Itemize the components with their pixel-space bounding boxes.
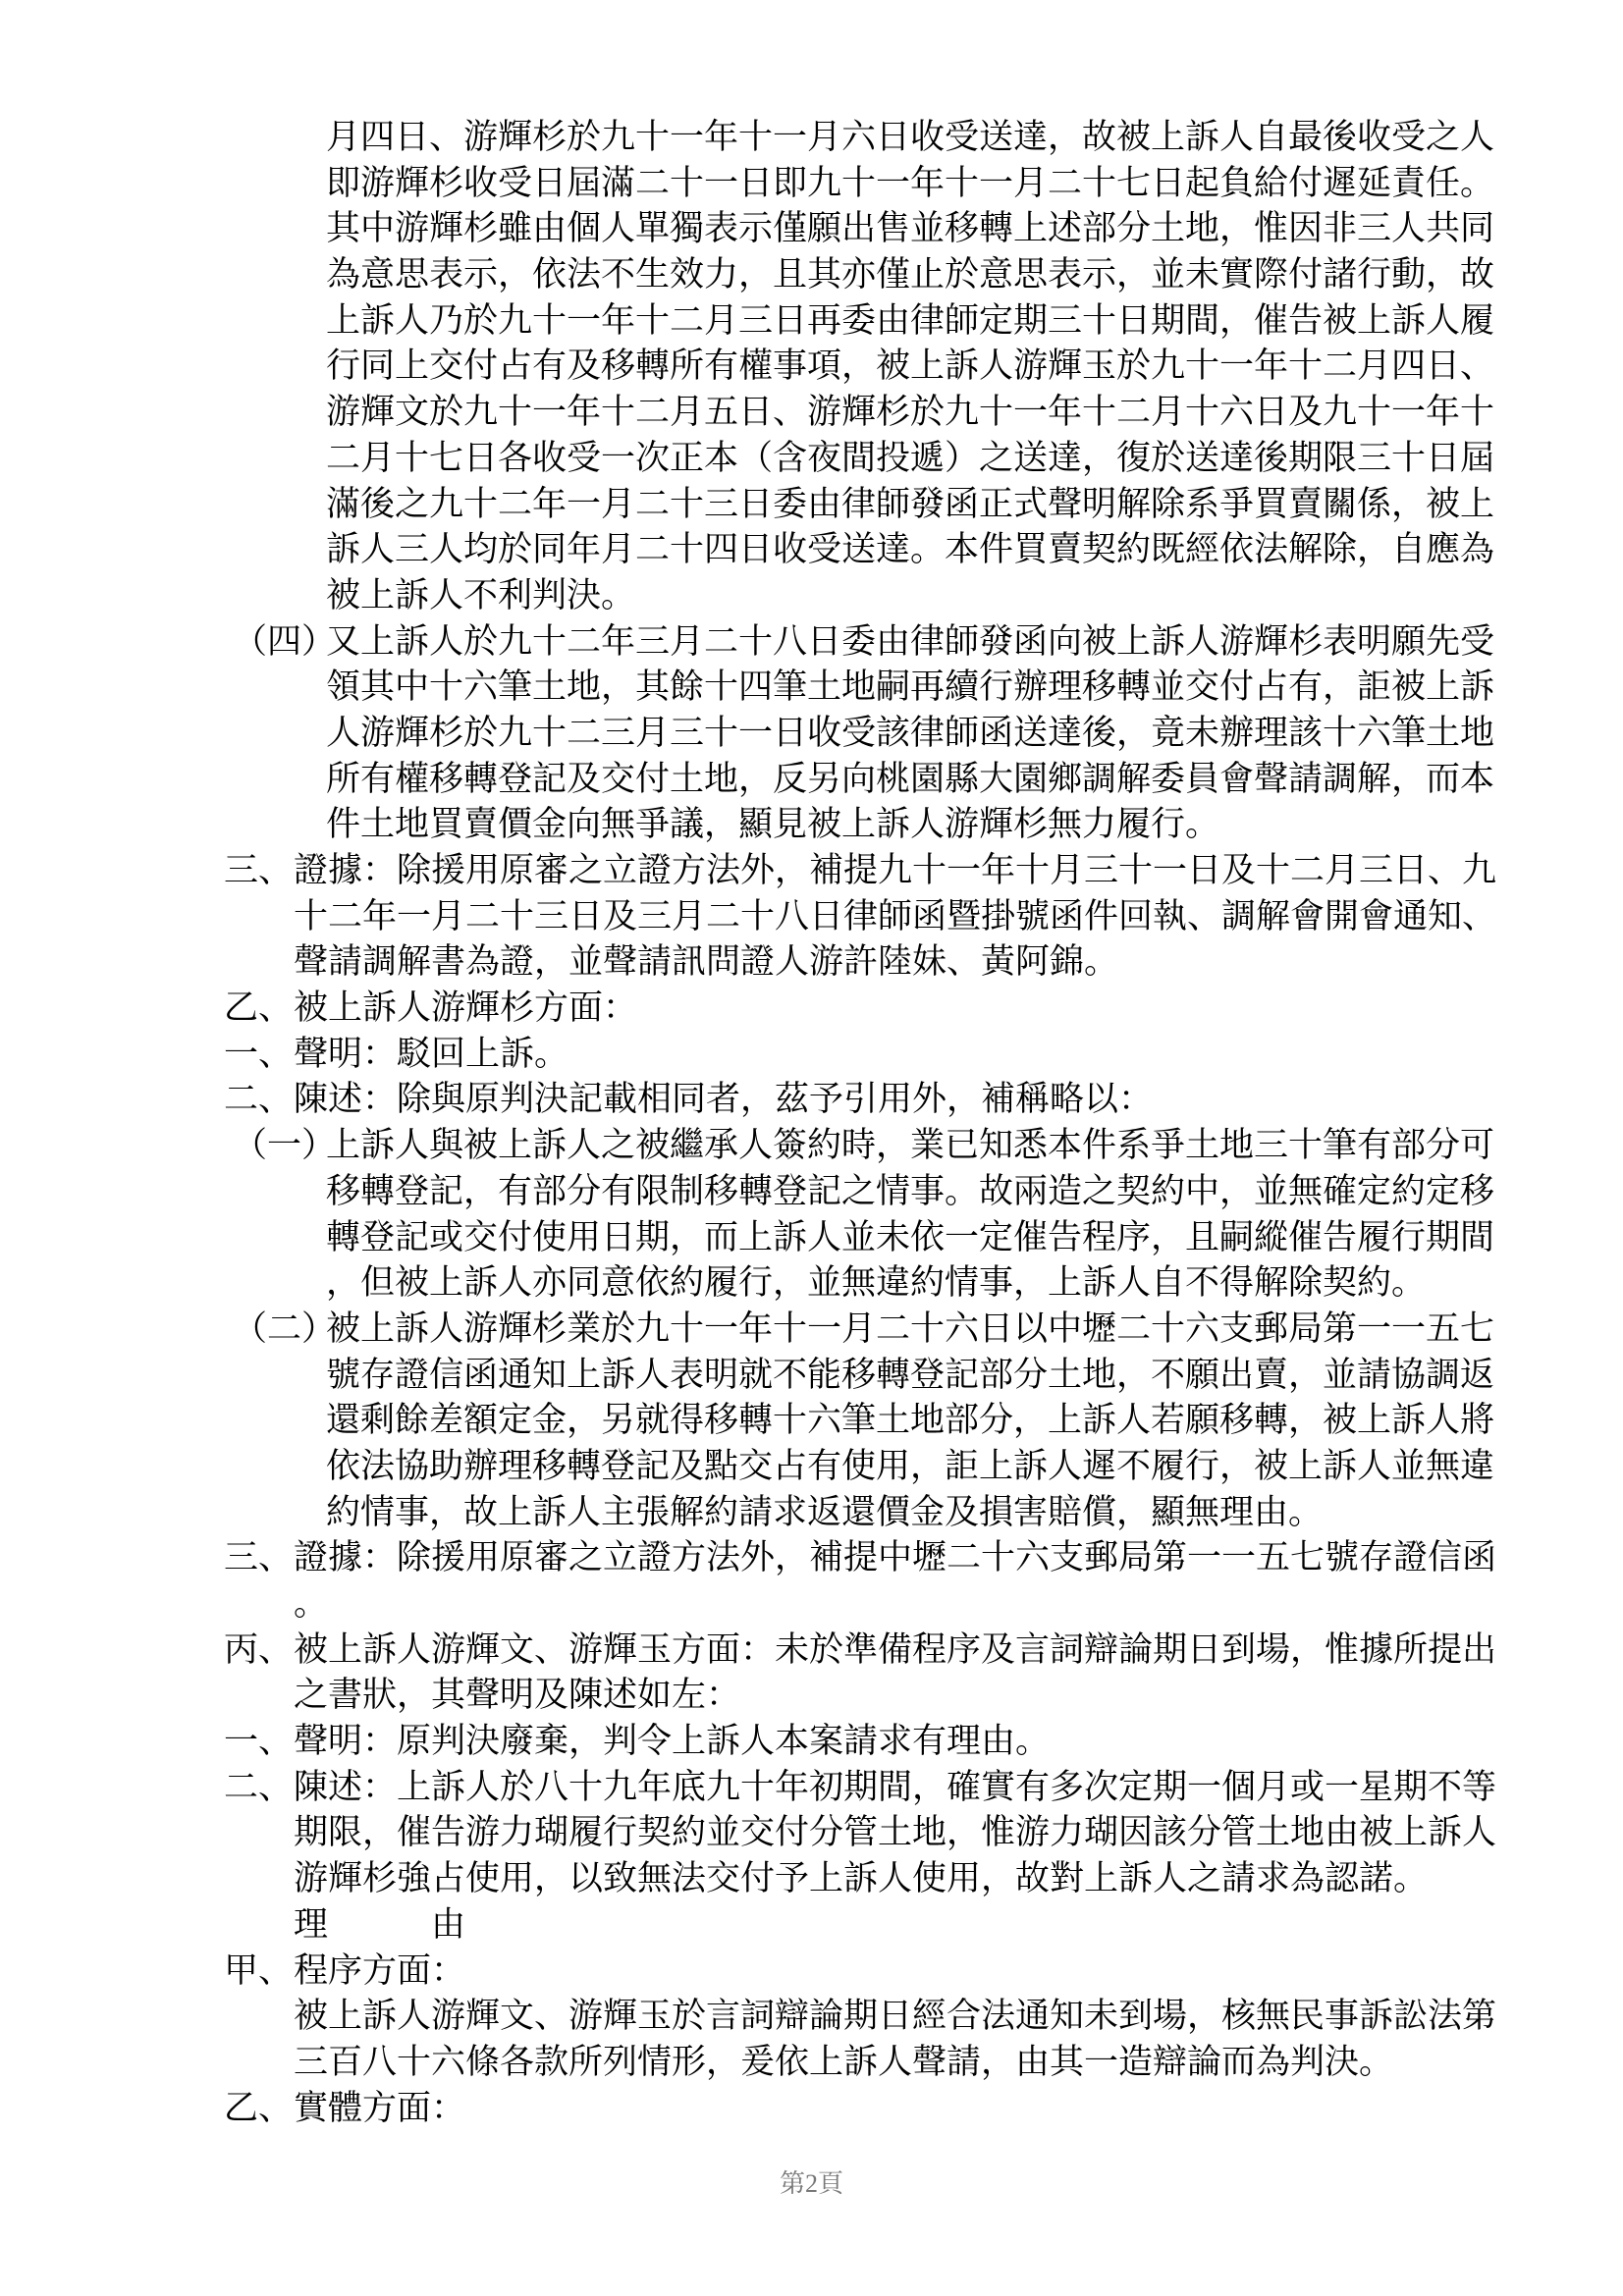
line-text: 陳述：上訴人於八十九年底九十年初期間，確實有多次定期一個月或一星期不等 <box>294 1767 1497 1807</box>
text-line <box>0 161 1623 207</box>
line-text: 所有權移轉登記及交付土地，反另向桃園縣大園鄉調解委員會聲請調解，而本 <box>326 759 1495 799</box>
line-text: 證據：除援用原審之立證方法外，補提中壢二十六支郵局第一一五七號存證信函 <box>294 1538 1497 1578</box>
line-text: 期限，催告游力瑚履行契約並交付分管土地，惟游力瑚因該分管土地由被上訴人 <box>294 1813 1497 1853</box>
item-marker: 三、 <box>224 1538 294 1578</box>
text-line <box>0 298 1623 345</box>
line-text: 轉登記或交付使用日期，而上訴人並未依一定催告程序，且嗣縱催告履行期間 <box>326 1217 1495 1257</box>
line-text: 滿後之九十二年一月二十三日委由律師發函正式聲明解除系爭買賣關係，被上 <box>326 484 1495 524</box>
text-line <box>0 802 1623 848</box>
text-line <box>0 894 1623 940</box>
line-text: 號存證信函通知上訴人表明就不能移轉登記部分土地，不願出賣，並請協調返 <box>326 1355 1495 1395</box>
item-marker: 一、 <box>224 1034 294 1074</box>
text-line <box>0 1169 1623 1215</box>
line-text: 游輝文於九十一年十二月五日、游輝杉於九十一年十二月十六日及九十一年十 <box>326 393 1495 433</box>
line-text: 又上訴人於九十二年三月二十八日委由律師發函向被上訴人游輝杉表明願先受 <box>326 621 1495 662</box>
line-text: 程序方面： <box>294 1950 466 1991</box>
item-marker: 乙、 <box>224 988 294 1029</box>
item-marker: （一） <box>233 1126 337 1166</box>
text-line <box>0 1949 1623 1995</box>
line-text: 二月十七日各收受一次正本（含夜間投遞）之送達，復於送達後期限三十日屆 <box>326 438 1495 478</box>
text-line <box>0 1215 1623 1261</box>
item-marker: 三、 <box>224 851 294 890</box>
line-text: 陳述：除與原判決記載相同者，茲予引用外，補稱略以： <box>294 1080 1154 1120</box>
text-line <box>0 1581 1623 1628</box>
section-heading <box>0 1902 1623 1949</box>
line-text: 十二年一月二十三日及三月二十八日律師函暨掛號函件回執、調解會開會通知、 <box>294 896 1497 936</box>
line-text: ，但被上訴人亦同意依約履行，並無違約情事，上訴人自不得解除契約。 <box>326 1263 1427 1304</box>
line-text: 。 <box>294 1584 329 1624</box>
text-line <box>0 482 1623 528</box>
line-text: 其中游輝杉雖由個人單獨表示僅願出售並移轉上述部分土地，惟因非三人共同 <box>326 209 1495 249</box>
line-text: 領其中十六筆土地，其餘十四筆土地嗣再續行辦理移轉並交付占有，詎被上訴 <box>326 667 1495 708</box>
item-marker: （四） <box>233 621 337 662</box>
line-text: 訴人三人均於同年月二十四日收受送達。本件買賣契約既經依法解除，自應為 <box>326 530 1495 570</box>
line-text: 被上訴人游輝杉業於九十一年十一月二十六日以中壢二十六支郵局第一一五七 <box>326 1308 1495 1349</box>
line-text: 聲請調解書為證，並聲請訊問證人游許陸妹、黃阿錦。 <box>294 942 1119 983</box>
text-line <box>0 1353 1623 1399</box>
text-line <box>0 1856 1623 1902</box>
text-line <box>0 252 1623 298</box>
line-text: 之書狀，其聲明及陳述如左： <box>294 1676 741 1716</box>
text-line <box>0 619 1623 666</box>
text-line <box>0 1444 1623 1490</box>
line-text: 上訴人與被上訴人之被繼承人簽約時，業已知悉本件系爭土地三十筆有部分可 <box>326 1126 1495 1166</box>
text-line <box>0 1490 1623 1536</box>
text-line <box>0 1260 1623 1307</box>
line-text: 還剩餘差額定金，另就得移轉十六筆土地部分，上訴人若願移轉，被上訴人將 <box>326 1401 1495 1441</box>
line-text: 依法協助辦理移轉登記及點交占有使用，詎上訴人遲不履行，被上訴人並無違 <box>326 1446 1495 1486</box>
line-text: 移轉登記，有部分有限制移轉登記之情事。故兩造之契約中，並無確定約定移 <box>326 1171 1495 1211</box>
text-line <box>0 848 1623 894</box>
line-text: 月四日、游輝杉於九十一年十一月六日收受送達，故被上訴人自最後收受之人 <box>326 118 1495 157</box>
line-text: 聲明：駁回上訴。 <box>294 1034 569 1074</box>
text-line <box>0 206 1623 252</box>
text-line <box>0 1398 1623 1444</box>
document-body <box>0 115 1623 2131</box>
line-text: 被上訴人游輝文、游輝玉方面：未於準備程序及言詞辯論期日到場，惟據所提出 <box>294 1629 1497 1670</box>
text-line <box>0 665 1623 711</box>
text-line <box>0 939 1623 986</box>
line-text: 證據：除援用原審之立證方法外，補提九十一年十月三十一日及十二月三日、九 <box>294 851 1497 890</box>
page-number: 第2頁 <box>779 2169 843 2198</box>
line-text: 實體方面： <box>294 2088 466 2128</box>
text-line <box>0 1765 1623 1811</box>
line-text: 上訴人乃於九十一年十二月三日再委由律師定期三十日期間，催告被上訴人履 <box>326 300 1495 341</box>
line-text: 被上訴人不利判決。 <box>326 575 636 615</box>
text-line <box>0 1123 1623 1169</box>
line-text: 約情事，故上訴人主張解約請求返還價金及損害賠償，顯無理由。 <box>326 1492 1324 1532</box>
item-marker: （二） <box>233 1308 337 1349</box>
text-line <box>0 1673 1623 1719</box>
item-marker: 丙、 <box>224 1629 294 1670</box>
line-text: 行同上交付占有及移轉所有權事項，被上訴人游輝玉於九十一年十二月四日、 <box>326 347 1495 387</box>
text-line <box>0 1032 1623 1078</box>
text-line <box>0 1810 1623 1856</box>
text-line <box>0 2086 1623 2132</box>
line-text: 人游輝杉於九十二三月三十一日收受該律師函送達後，竟未辦理該十六筆土地 <box>326 713 1495 753</box>
text-line <box>0 1994 1623 2040</box>
item-marker: 二、 <box>224 1080 294 1120</box>
text-line <box>0 711 1623 757</box>
line-text: 被上訴人游輝杉方面： <box>294 988 638 1029</box>
text-line <box>0 436 1623 482</box>
item-marker: 乙、 <box>224 2088 294 2128</box>
text-line <box>0 1077 1623 1123</box>
text-line <box>0 2040 1623 2086</box>
text-line <box>0 1719 1623 1765</box>
line-text: 件土地買賣價金向無爭議，顯見被上訴人游輝杉無力履行。 <box>326 805 1220 845</box>
text-line <box>0 344 1623 390</box>
text-line <box>0 1535 1623 1581</box>
text-line <box>0 1307 1623 1353</box>
text-line <box>0 986 1623 1032</box>
text-line <box>0 573 1623 619</box>
line-text: 即游輝杉收受日屆滿二十一日即九十一年十一月二十七日起負給付遲延責任。 <box>326 163 1495 203</box>
text-line <box>0 757 1623 803</box>
line-text: 聲明：原判決廢棄，判令上訴人本案請求有理由。 <box>294 1722 1051 1762</box>
text-line <box>0 1628 1623 1674</box>
text-line <box>0 390 1623 436</box>
line-text: 被上訴人游輝文、游輝玉於言詞辯論期日經合法通知未到場，核無民事訴訟法第 <box>294 1997 1497 2037</box>
item-marker: 二、 <box>224 1767 294 1807</box>
line-text: 為意思表示，依法不生效力，且其亦僅止於意思表示，並未實際付諸行動，故 <box>326 255 1495 295</box>
text-line <box>0 115 1623 161</box>
line-text: 游輝杉強占使用，以致無法交付予上訴人使用，故對上訴人之請求為認諾。 <box>294 1859 1429 1899</box>
line-text: 三百八十六條各款所列情形，爰依上訴人聲請，由其一造辯論而為判決。 <box>294 2042 1394 2082</box>
line-text: 理 由 <box>294 1904 466 1945</box>
item-marker: 一、 <box>224 1722 294 1762</box>
item-marker: 甲、 <box>224 1950 294 1991</box>
text-line <box>0 527 1623 573</box>
